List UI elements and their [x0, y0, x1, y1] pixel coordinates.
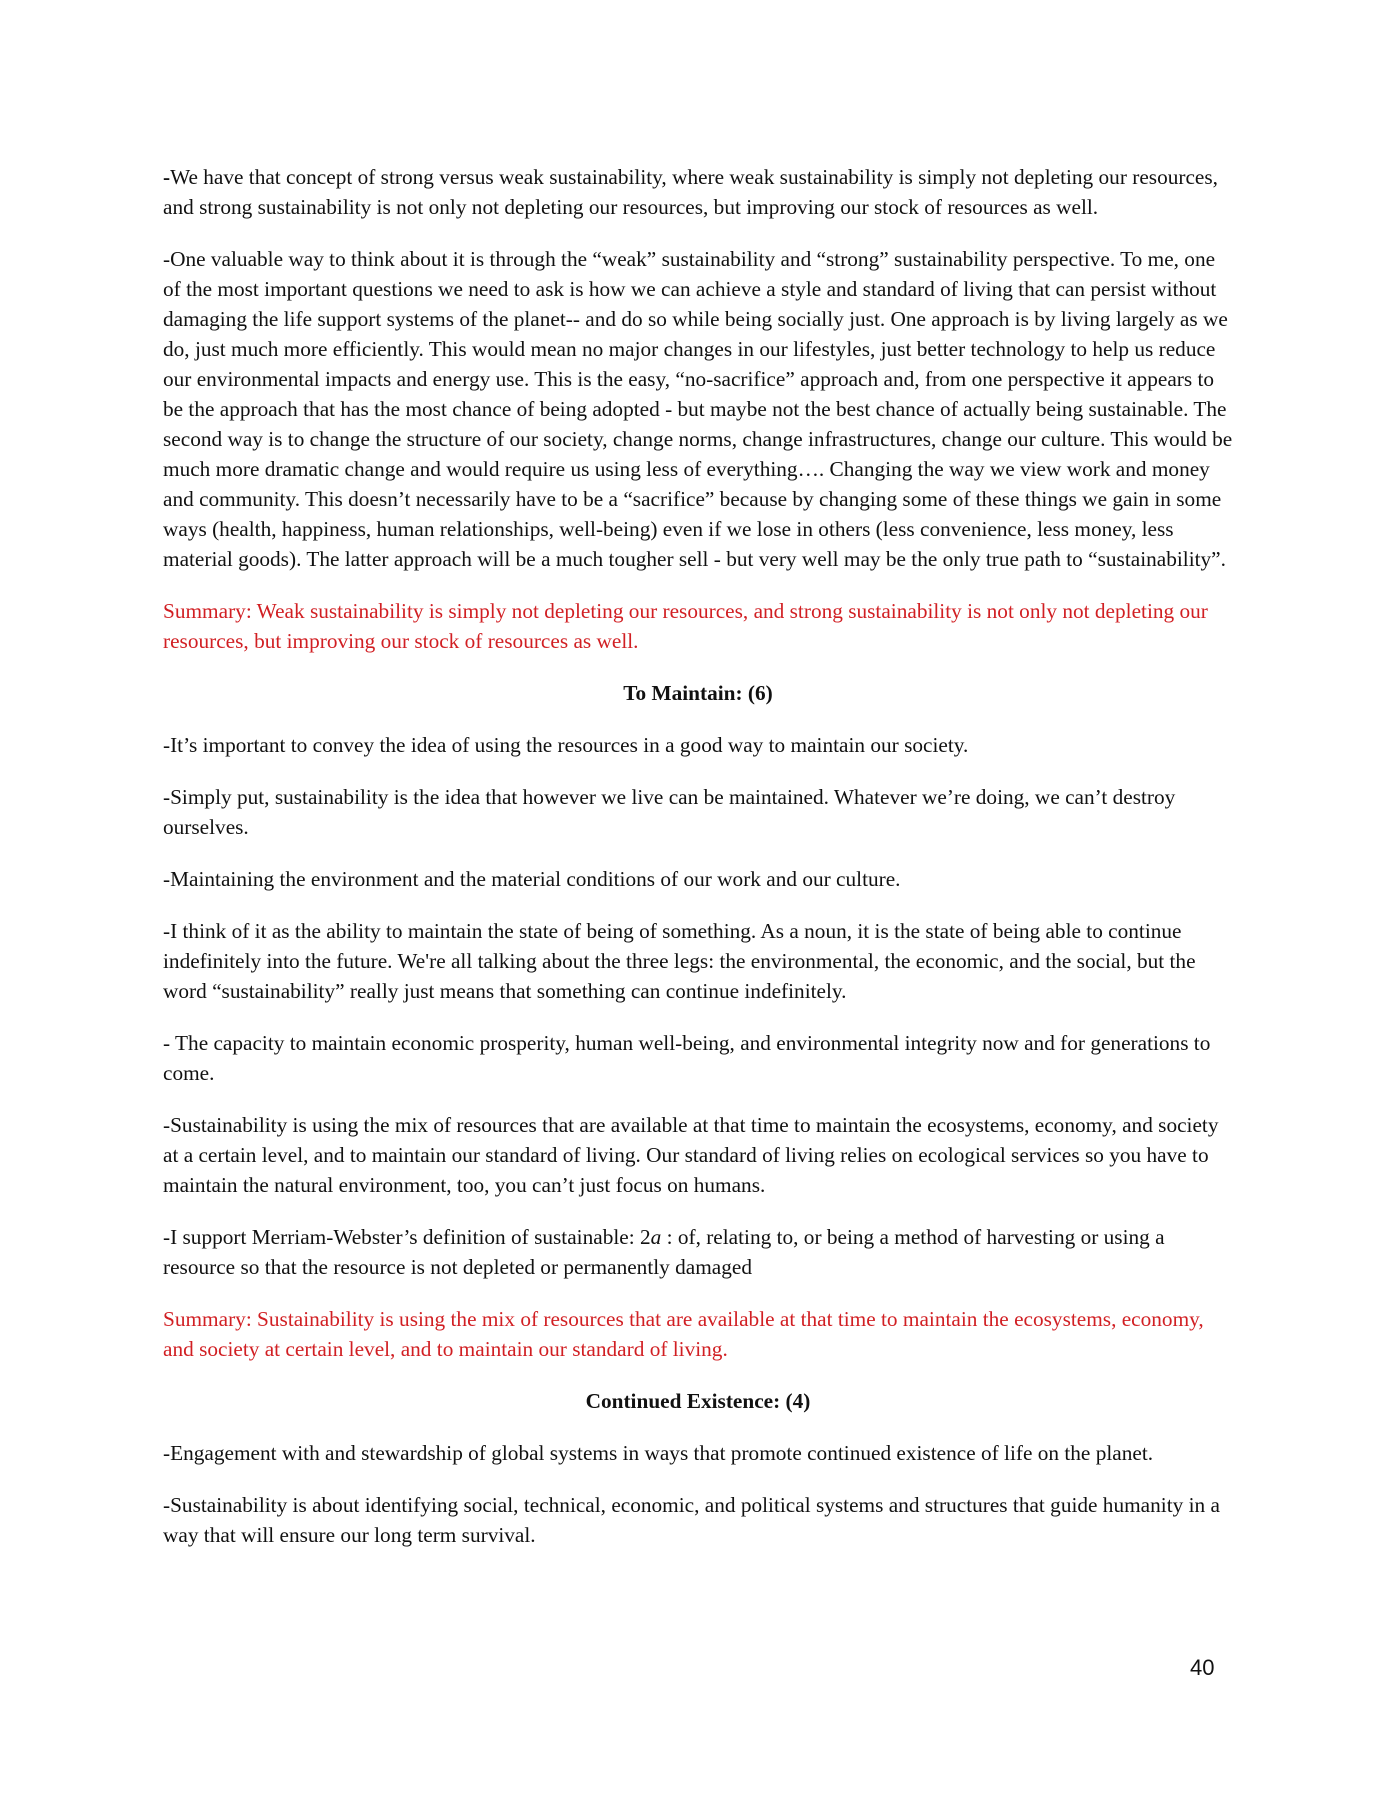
paragraph-maintain-2: -Simply put, sustainability is the idea that however we live can be maintained. Whatever we’re doing, we can’t destroy ourselves. — [163, 785, 1176, 839]
paragraph-maintain-4: -I think of it as the ability to maintain the state of being of something. As a noun, it is the state of being able to continue indefinitely into the future. We're all talking about the three legs: the environmental, the economic, and the social, but the word “sustainability” really just means that something can continue indefinitely. — [163, 919, 1196, 1003]
heading-continued-existence: Continued Existence: (4) — [585, 1389, 811, 1413]
paragraph-maintain-1: -It’s important to convey the idea of using the resources in a good way to maintain our society. — [163, 733, 969, 757]
heading-to-maintain: To Maintain: (6) — [623, 681, 773, 705]
merriam-text-before: -I support Merriam-Webster’s definition of sustainable: 2 — [163, 1225, 651, 1249]
paragraph-maintain-5: - The capacity to maintain economic prosperity, human well-being, and environmental integrity now and for generations to come. — [163, 1031, 1211, 1085]
merriam-text-after: : of, relating to, or being a method of harvesting or using a resource so that the resource is not depleted or permanently damaged — [163, 1225, 1165, 1279]
paragraph-maintain-6: -Sustainability is using the mix of resources that are available at that time to maintain the ecosystems, economy, and society at a certain level, and to maintain our standard of living. Our standard of living relies on ecological services so you have to maintain the natural environment, too, you can’t just focus on humans. — [163, 1113, 1219, 1197]
paragraph-existence-2: -Sustainability is about identifying social, technical, economic, and political systems and structures that guide humanity in a way that will ensure our long term survival. — [163, 1493, 1220, 1547]
document-page — [163, 162, 1233, 1572]
paragraph-maintain-3: -Maintaining the environment and the material conditions of our work and our culture. — [163, 867, 901, 891]
merriam-italic-a: a — [650, 1225, 662, 1249]
page-number: 40 — [1190, 1655, 1215, 1680]
paragraph-existence-1: -Engagement with and stewardship of global systems in ways that promote continued existence of life on the planet. — [163, 1441, 1154, 1465]
summary-to-maintain: Summary: Sustainability is using the mix of resources that are available at that time to maintain the ecosystems, economy, and society at certain level, and to maintain our standard of living. — [163, 1307, 1204, 1361]
paragraph-lead-dash: - — [163, 165, 171, 189]
paragraph-strong-weak-concept — [163, 162, 1233, 222]
summary-weak-strong: Summary: Weak sustainability is simply not depleting our resources, and strong sustainability is not only not depleting our resources, but improving our stock of resources as well. — [163, 599, 1208, 653]
paragraph-text: We have that concept of strong versus weak sustainability, where weak sustainability is simply not depleting our resources, and strong sustainability is not only not depleting our resources, but improving our stock of resources as well. — [163, 165, 1218, 219]
paragraph-merriam-webster — [163, 1222, 1233, 1282]
paragraph-weak-strong-perspective: -One valuable way to think about it is through the “weak” sustainability and “strong” sustainability perspective. To me, one of the most important questions we need to ask is how we can achieve a style and standard of living that can persist without damaging the life support systems of the planet-- and do so while being socially just. One approach is by living largely as we do, just much more efficiently. This would mean no major changes in our lifestyles, just better technology to help us reduce our environmental impacts and energy use. This is the easy, “no-sacrifice” approach and, from one perspective it appears to be the approach that has the most chance of being adopted - but maybe not the best chance of actually being sustainable. The second way is to change the structure of our society, change norms, change infrastructures, change our culture. This would be much more dramatic change and would require us using less of everything…. Changing the way we view work and money and community. This doesn’t necessarily have to be a “sacrifice” because by changing some of these things we gain in some ways (health, happiness, human relationships, well-being) even if we lose in others (less convenience, less money, less material goods). The latter approach will be a much tougher sell - but very well may be the only true path to “sustainability”. — [163, 247, 1233, 571]
